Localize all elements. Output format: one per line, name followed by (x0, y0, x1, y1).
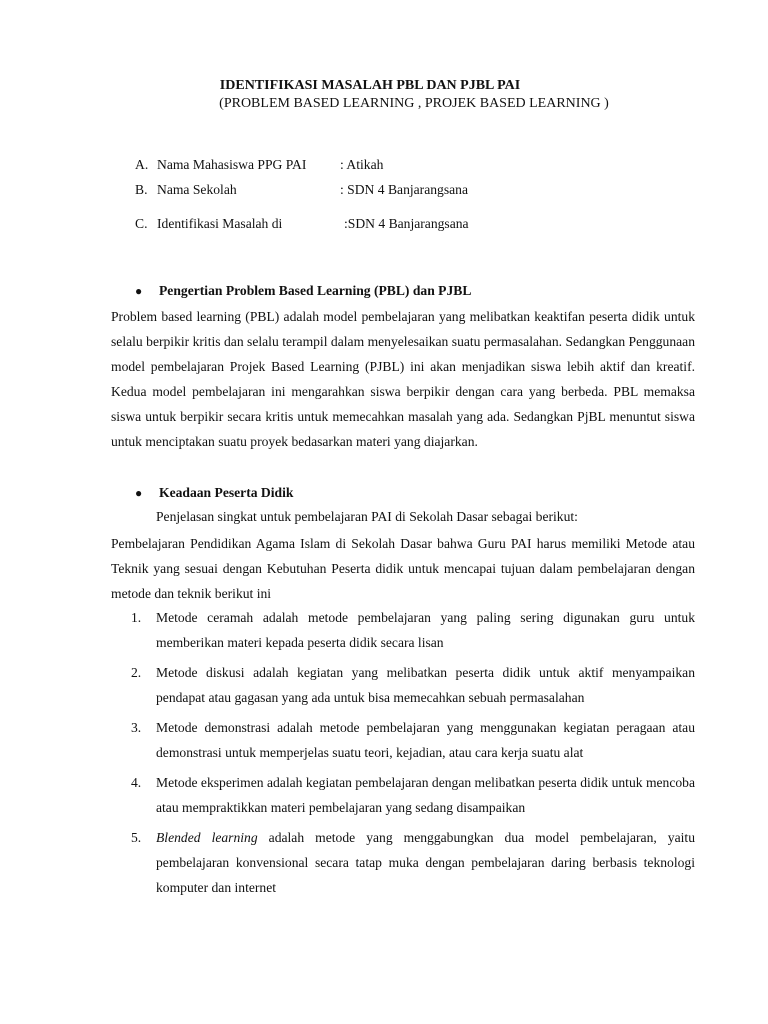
pbl-definition-paragraph: Problem based learning (PBL) adalah model pembelajaran yang melibatkan keaktifan peserta didik untuk selalu berpikir kritis dan selalu terampil dalam menyelesaikan suatu permasalahan. Sedangkan Penggunaan model pembelajaran Projek Based Learning (PJBL) ini akan menjadikan siswa lebih aktif dan kreatif. Kedua model pembelajaran ini mengarahkan siswa berpikir dengan cara yang berbeda. PBL memaksa siswa untuk berpikir secara kritis untuk memecahkan masalah yang ada. Sedangkan PjBL menuntut siswa untuk menciptakan suatu proyek bedasarkan materi yang diajarkan. (111, 309, 695, 449)
students-paragraph: Pembelajaran Pendidikan Agama Islam di Sekolah Dasar bahwa Guru PAI harus memiliki Metode atau Teknik yang sesuai dengan Kebutuhan Peserta didik untuk mencapai tujuan dalam pembelajaran dengan metode dan teknik berikut ini (111, 536, 695, 601)
identity-letter: A. (135, 157, 149, 172)
identity-letter: C. (135, 216, 148, 231)
document-subtitle: (PROBLEM BASED LEARNING , PROJEK BASED LEARNING ) (219, 96, 609, 111)
identity-value: : Atikah (340, 157, 384, 172)
section-heading-text: Pengertian Problem Based Learning (PBL) dan PJBL (159, 283, 472, 298)
method-list (111, 605, 695, 900)
list-item (111, 825, 695, 900)
bullet-icon: ● (135, 284, 143, 298)
identity-label: Nama Mahasiswa PPG PAI (157, 157, 307, 172)
list-item-text: Metode eksperimen adalah kegiatan pembelajaran dengan melibatkan peserta didik untuk mencoba atau mempraktikkan materi pembelajaran yang sedang disampaikan (156, 775, 696, 815)
list-item-text: Metode demonstrasi adalah metode pembelajaran yang menggunakan kegiatan peragaan atau demonstrasi untuk memperjelas suatu teori, kejadian, atau cara kerja suatu alat (156, 720, 695, 760)
list-item (111, 605, 695, 655)
list-number: 1. (131, 610, 142, 625)
students-intro-line: Penjelasan singkat untuk pembelajaran PAI di Sekolah Dasar sebagai berikut: (156, 509, 578, 524)
list-number: 5. (131, 830, 142, 845)
list-item-emphasis: Blended learning (156, 830, 258, 845)
bullet-icon: ● (135, 486, 143, 500)
section-heading-text: Keadaan Peserta Didik (159, 485, 294, 500)
list-item-text: Metode diskusi adalah kegiatan yang melibatkan peserta didik untuk aktif menyampaikan pendapat atau gagasan yang ada untuk bisa memecahkan sebuah permasalahan (156, 665, 695, 705)
identity-label: Identifikasi Masalah di (157, 216, 283, 231)
list-item-text: Metode ceramah adalah metode pembelajaran yang paling sering digunakan guru untuk memberikan materi kepada peserta didik secara lisan (156, 610, 695, 650)
list-item (111, 660, 695, 710)
list-item-text: adalah metode yang menggabungkan dua model pembelajaran, yaitu pembelajaran konvensional secara tatap muka dengan pembelajaran daring berbasis teknologi komputer dan internet (156, 830, 695, 895)
identity-value: : SDN 4 Banjarangsana (340, 182, 468, 197)
identity-letter: B. (135, 182, 148, 197)
identity-label: Nama Sekolah (157, 182, 237, 197)
list-number: 3. (131, 720, 142, 735)
list-number: 4. (131, 775, 142, 790)
list-item (111, 715, 695, 765)
document-title: IDENTIFIKASI MASALAH PBL DAN PJBL PAI (219, 78, 521, 93)
list-number: 2. (131, 665, 142, 680)
list-item (111, 770, 695, 820)
identity-value: :SDN 4 Banjarangsana (344, 216, 469, 231)
